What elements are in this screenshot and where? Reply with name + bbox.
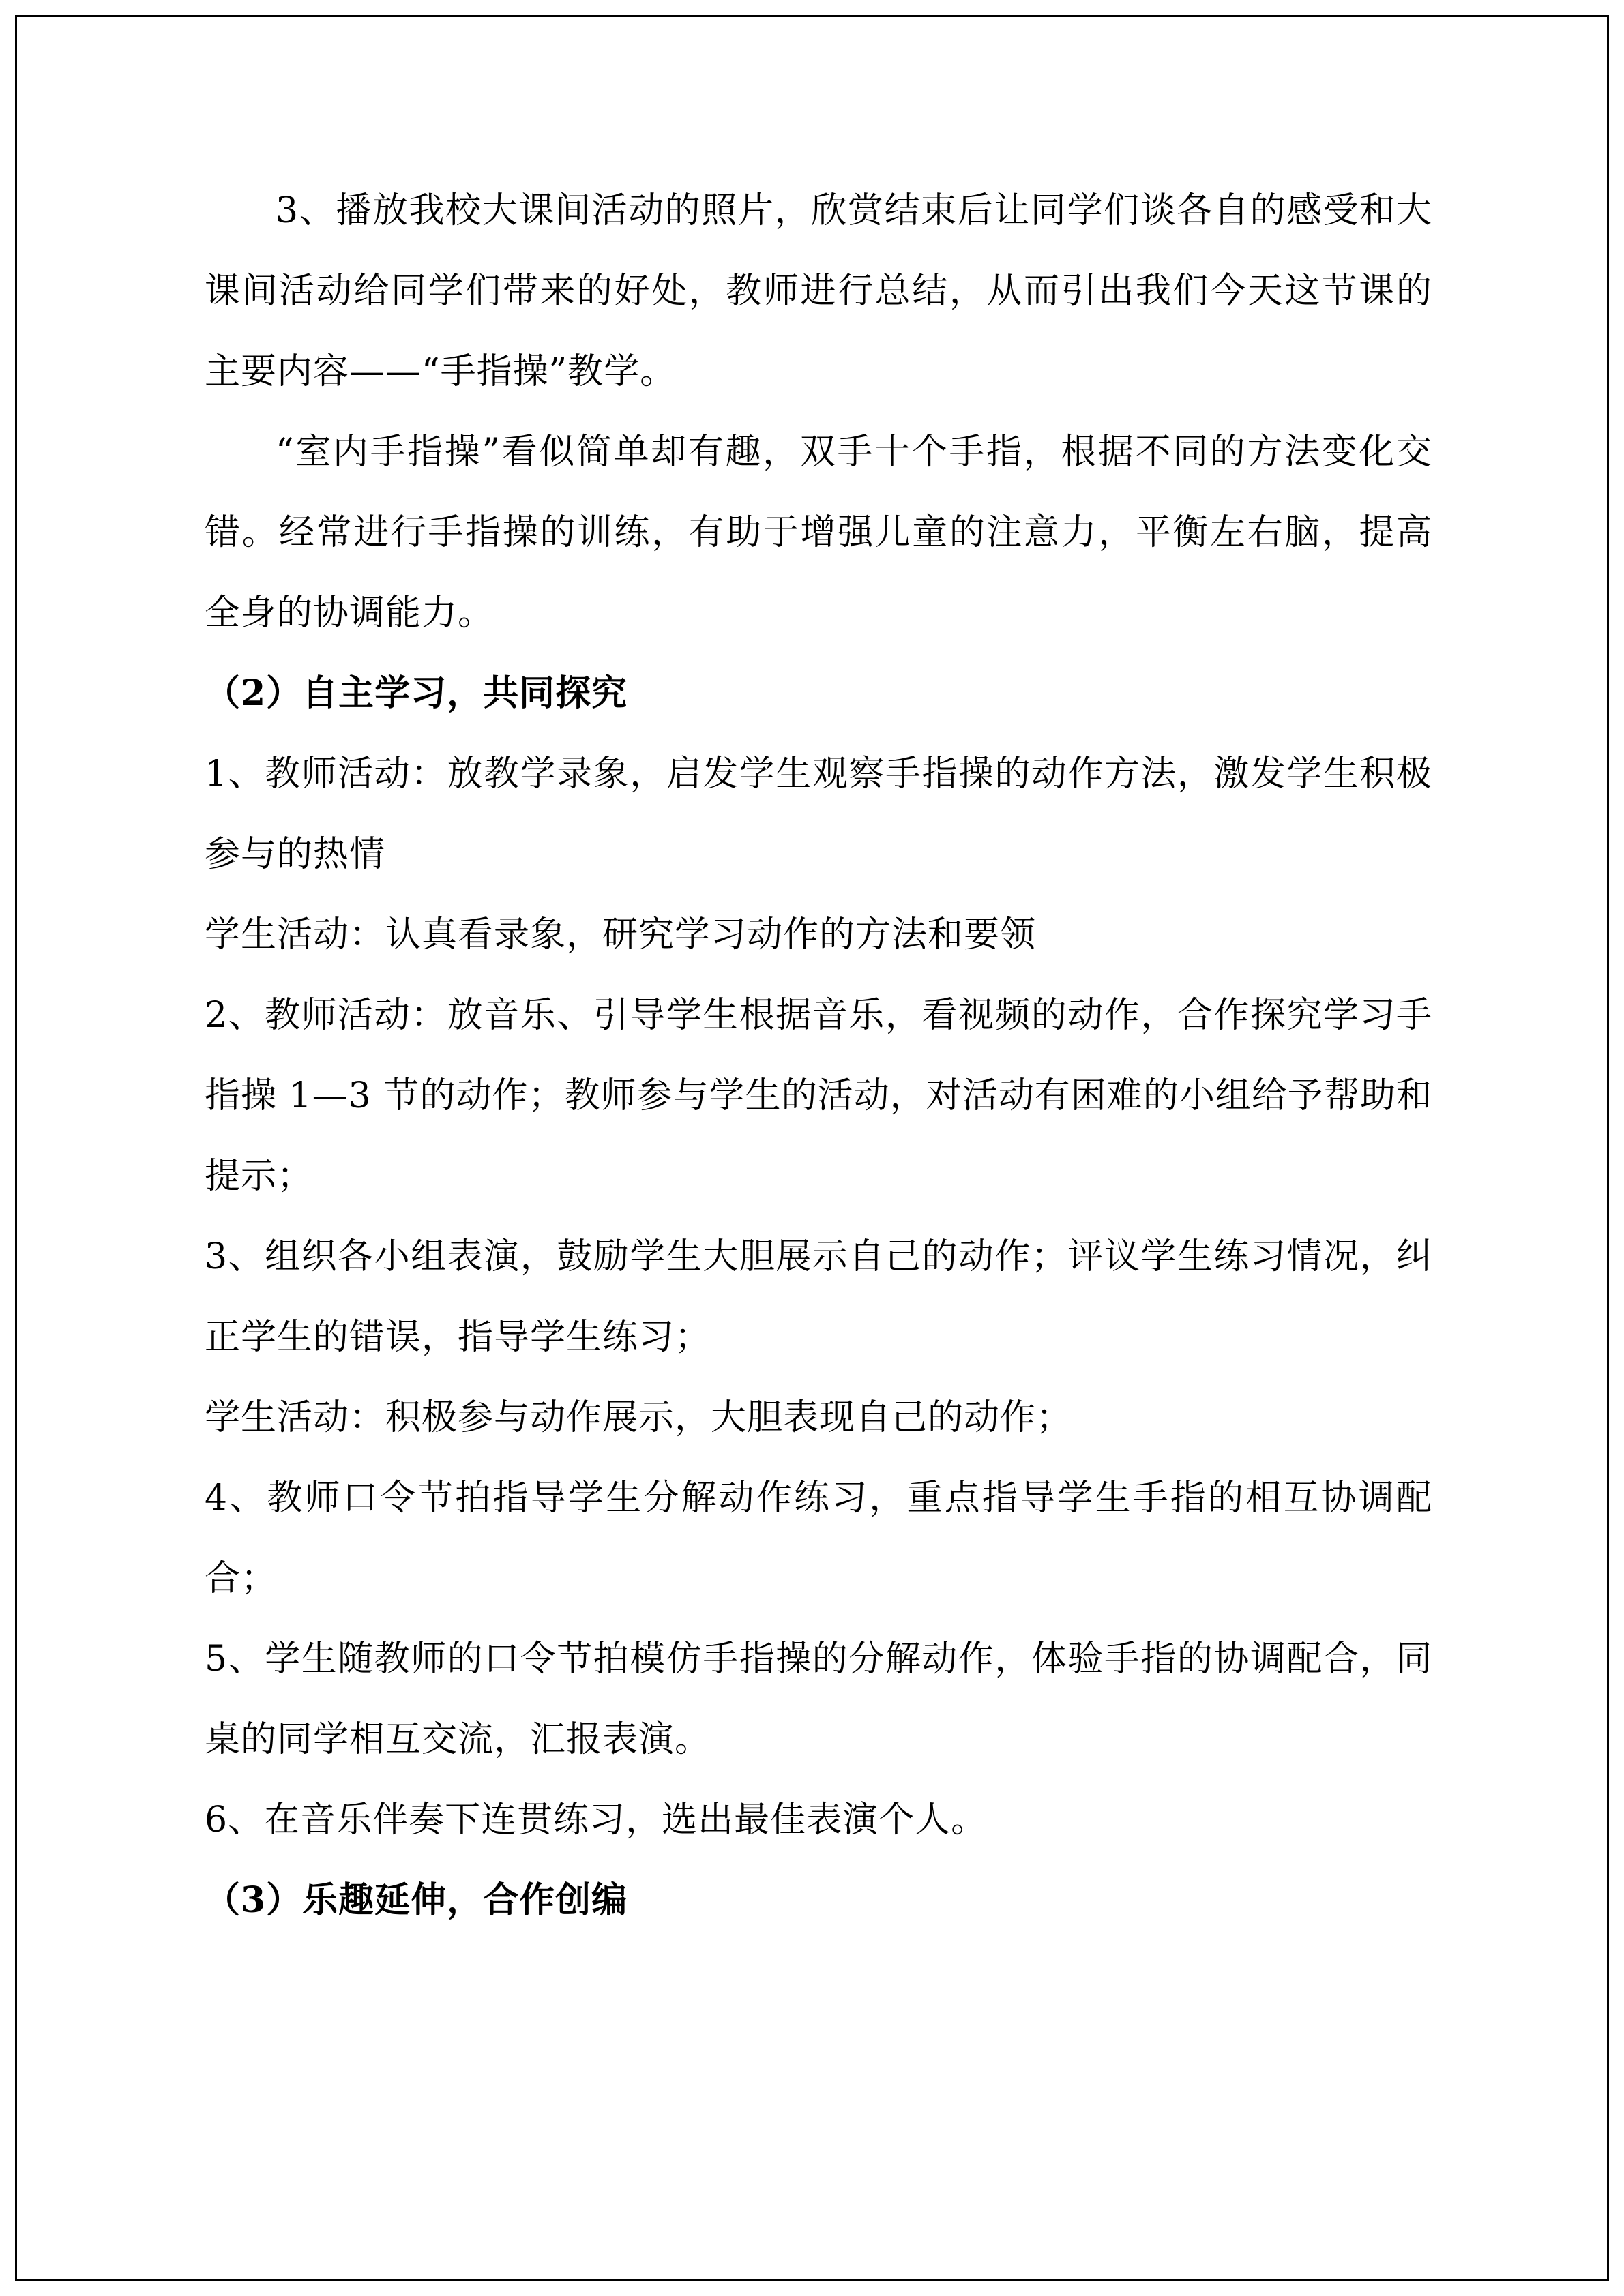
- paragraph: 学生活动：积极参与动作展示，大胆表现自己的动作；: [205, 1397, 1073, 1438]
- paragraph: 5、学生随教师的口令节拍模仿手指操的分解动作，体验手指的协调配合，同桌的同学相互交流，汇报表演。: [205, 1639, 1432, 1760]
- paragraph: 3、播放我校大课间活动的照片，欣赏结束后让同学们谈各自的感受和大课间活动给同学们带来的好处，教师进行总结，从而引出我们今天这节课的主要内容——“手指操”教学。: [205, 190, 1432, 392]
- paragraph: 1、教师活动：放教学录象，启发学生观察手指操的动作方法，激发学生积极参与的热情: [205, 754, 1432, 875]
- paragraph: “室内手指操”看似简单却有趣，双手十个手指，根据不同的方法变化交错。经常进行手指操的训练，有助于增强儿童的注意力，平衡左右脑，提高全身的协调能力。: [205, 432, 1432, 633]
- paragraph: 3、组织各小组表演，鼓励学生大胆展示自己的动作；评议学生练习情况，纠正学生的错误，指导学生练习；: [205, 1236, 1432, 1358]
- section-heading: （3）乐趣延伸，合作创编: [205, 1879, 628, 1921]
- paragraph: 学生活动：认真看录象，研究学习动作的方法和要领: [205, 914, 1037, 955]
- document-body: [205, 170, 1432, 1941]
- paragraph: 2、教师活动：放音乐、引导学生根据音乐，看视频的动作，合作探究学习手指操 1—3 节的动作；教师参与学生的活动，对活动有困难的小组给予帮助和提示；: [205, 995, 1432, 1197]
- paragraph: 4、教师口令节拍指导学生分解动作练习，重点指导学生手指的相互协调配合；: [205, 1478, 1432, 1599]
- paragraph: 6、在音乐伴奏下连贯练习，选出最佳表演个人。: [205, 1800, 988, 1840]
- section-heading: （2）自主学习，共同探究: [205, 672, 628, 714]
